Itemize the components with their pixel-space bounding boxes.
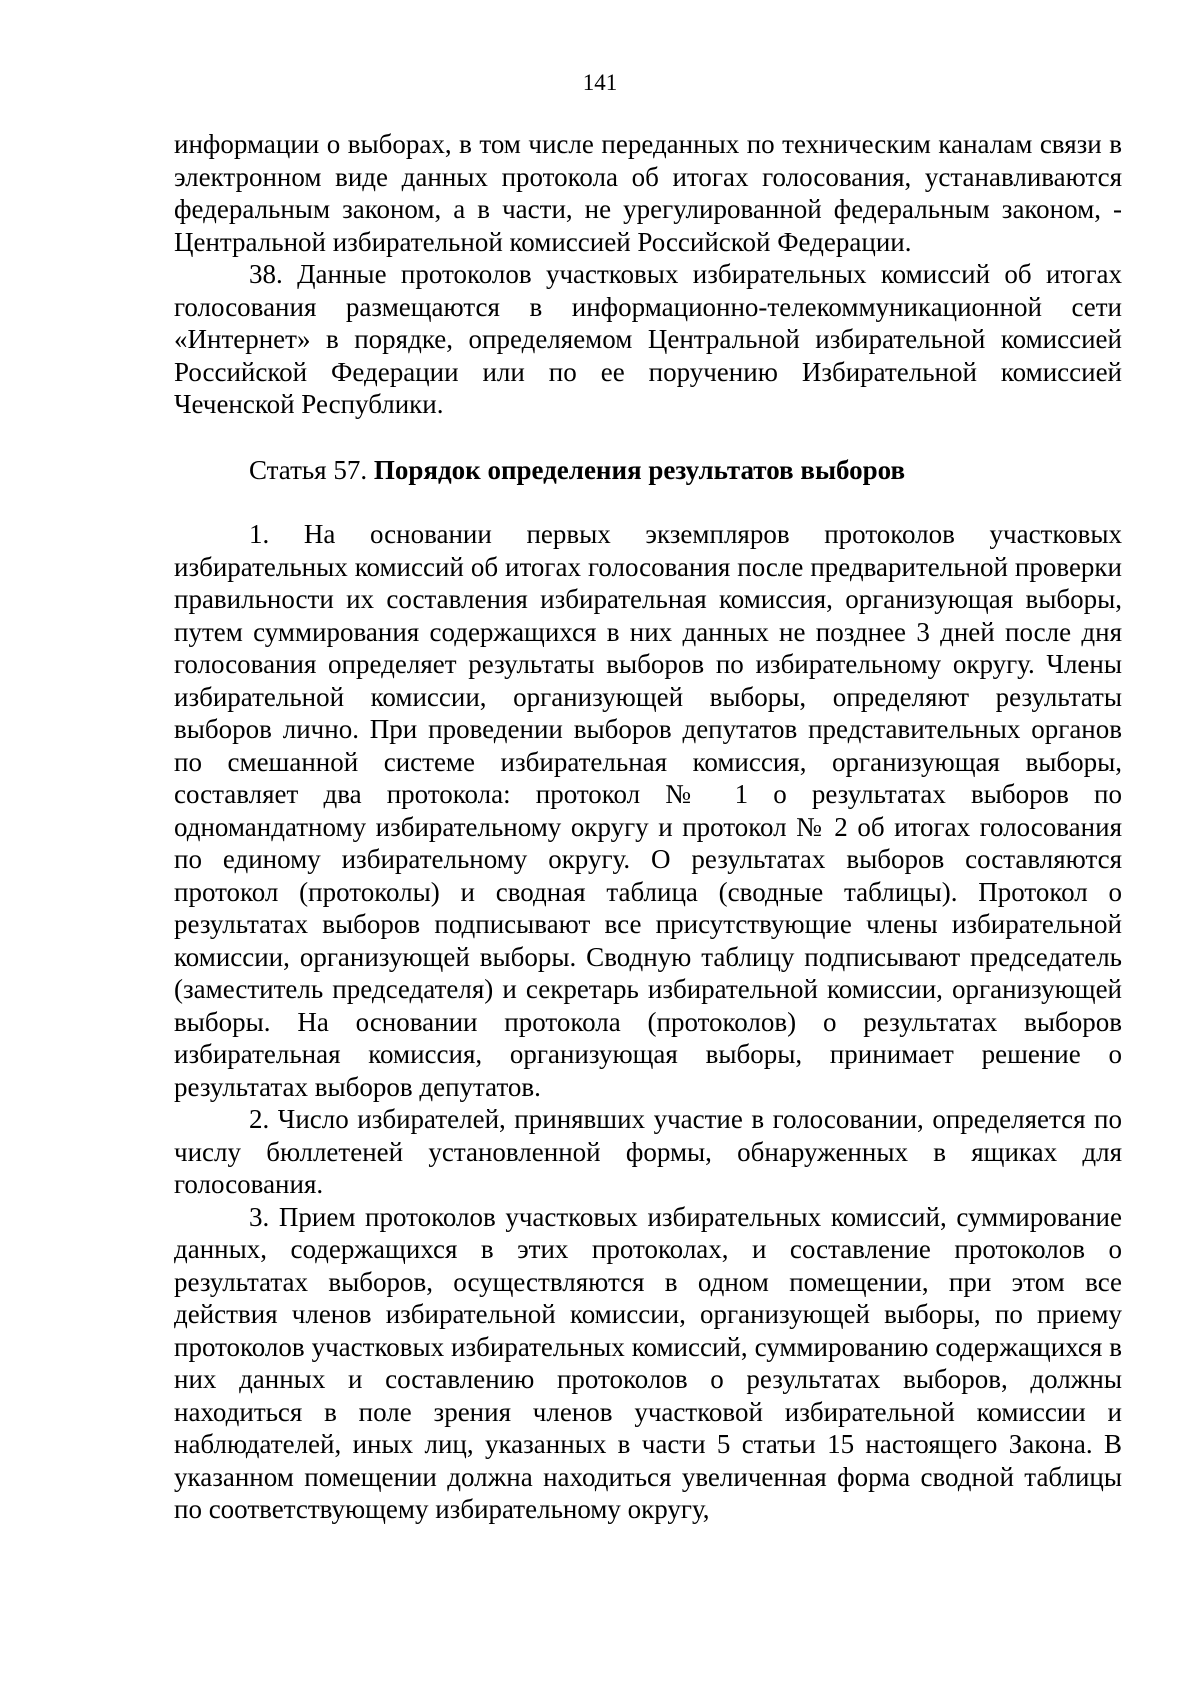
document-body <box>174 128 1122 1526</box>
page-number: 141 <box>582 70 618 95</box>
paragraph-2: 2. Число избирателей, принявших участие в голосовании, определяется по числу бюллетеней установленной формы, обнаруженных в ящиках для голосования. <box>174 1104 1122 1199</box>
article-heading <box>174 454 1122 487</box>
article-title: Порядок определения результатов выборов <box>373 454 906 485</box>
paragraph-1: 1. На основании первых экземпляров протоколов участковых избирательных комиссий об итогах голосования после предварительной проверки правильности их составления избирательная комиссия, организующая выборы, путем суммирования содержащихся в них данных не позднее 3 дней после дня голосования определяет результаты выборов по избирательному округу. Члены избирательной комиссии, организующей выборы, определяют результаты выборов лично. При проведении выборов депутатов представительных органов по смешанной системе избирательная комиссия, организующая выборы, составляет два протокола: протокол № 1 о результатах выборов по одномандатному избирательному округу и протокол № 2 об итогах голосования по единому избирательному округу. О результатах выборов составляются протокол (протоколы) и сводная таблица (сводные таблицы). Протокол о результатах выборов подписывают все присутствующие члены избирательной комиссии, организующей выборы. Сводную таблицу подписывают председатель (заместитель председателя) и секретарь избирательной комиссии, организующей выборы. На основании протокола (протоколов) о результатах выборов избирательная комиссия, организующая выборы, принимает решение о результатах выборов депутатов. <box>174 519 1122 1102</box>
paragraph-3: 3. Прием протоколов участковых избирательных комиссий, суммирование данных, содержащихся в этих протоколах, и составление протоколов о результатах выборов, осуществляются в одном помещении, при этом все действия членов избирательной комиссии, организующей выборы, по приему протоколов участковых избирательных комиссий, суммированию содержащихся в них данных и составлению протоколов о результатах выборов, должны находиться в поле зрения членов участковой избирательной комиссии и наблюдателей, иных лиц, указанных в части 5 статьи 15 настоящего Закона. В указанном помещении должна находиться увеличенная форма сводной таблицы по соответствующему избирательному округу, <box>174 1201 1122 1524</box>
article-number: Статья 57. <box>249 454 374 485</box>
paragraph-38: 38. Данные протоколов участковых избирательных комиссий об итогах голосования размещаются в информационно-телекоммуникационной сети «Интернет» в порядке, определяемом Центральной избирательной комиссией Российской Федерации или по ее поручению Избирательной комиссией Чеченской Республики. <box>174 259 1122 419</box>
paragraph-continuation: информации о выборах, в том числе переданных по техническим каналам связи в электронном виде данных протокола об итогах голосования, устанавливаются федеральным законом, а в части, не урегулированной федеральным законом, - Центральной избирательной комиссией Российской Федерации. <box>174 129 1122 257</box>
